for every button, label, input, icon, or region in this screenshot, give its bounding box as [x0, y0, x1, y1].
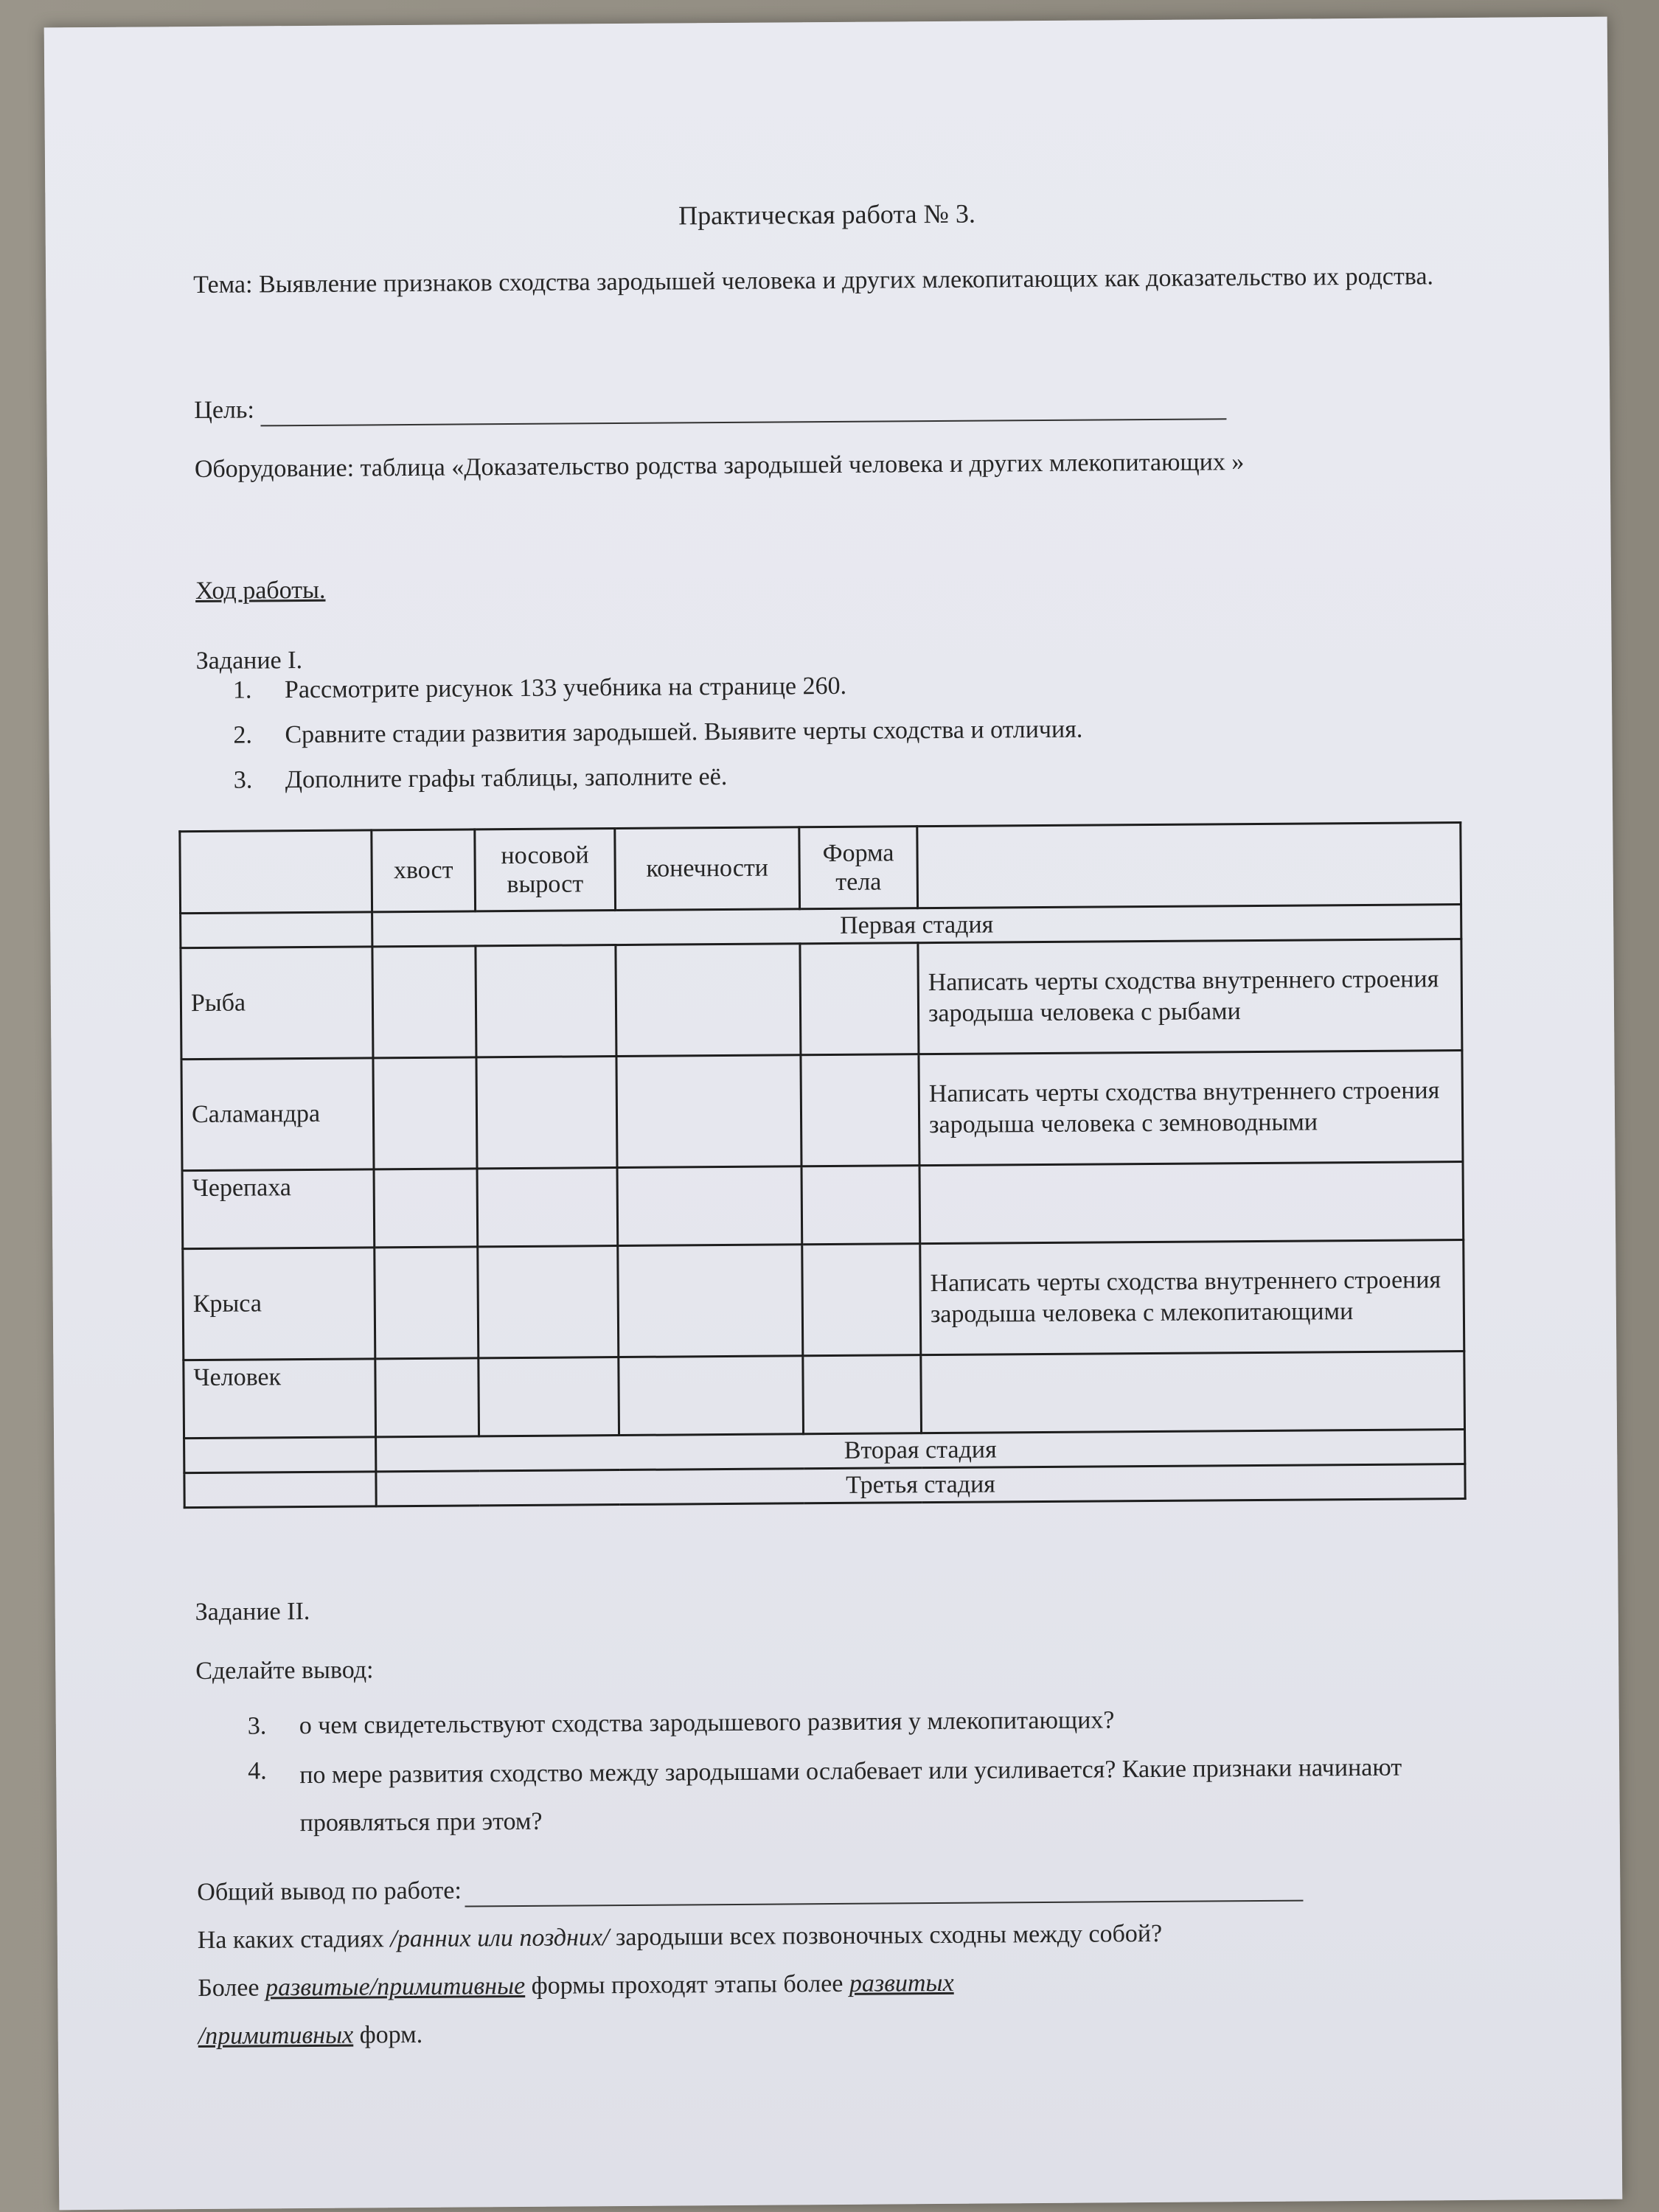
- table-row: [182, 1162, 1464, 1249]
- animal-salamander: Саламандра: [181, 1058, 374, 1171]
- choice-primitive[interactable]: /примитивных: [198, 2021, 354, 2051]
- table-cell[interactable]: [374, 1169, 478, 1248]
- conclusion-instruction: Сделайте вывод:: [195, 1656, 374, 1686]
- worksheet-page: [44, 17, 1623, 2211]
- table-cell[interactable]: [372, 946, 476, 1058]
- table-cell: [917, 823, 1461, 908]
- table-cell[interactable]: [803, 1355, 922, 1434]
- table-header-row: [180, 823, 1461, 914]
- table-cell[interactable]: [800, 943, 919, 1055]
- task2-heading: Задание II.: [195, 1597, 310, 1627]
- task1-list: [233, 666, 1083, 807]
- animal-fish: Рыба: [181, 947, 373, 1060]
- list-item: 4. по мере развития сходство между зародышами ослабевает или усиливается? Какие признаки начинают проявляться при этом?: [248, 1753, 1402, 1837]
- question-forms-cont: /примитивных форм.: [198, 2020, 423, 2051]
- table-cell[interactable]: [476, 1057, 617, 1169]
- table-cell: [184, 1472, 376, 1508]
- table-cell[interactable]: [801, 1166, 920, 1245]
- choice-developed-primitive[interactable]: развитые/примитивные: [265, 1972, 526, 2002]
- goal-line: [194, 388, 1226, 426]
- table-cell[interactable]: [375, 1358, 479, 1437]
- table-cell[interactable]: [478, 1246, 619, 1358]
- goal-label: Цель:: [194, 396, 255, 425]
- table-cell[interactable]: [616, 944, 801, 1057]
- table-cell[interactable]: [616, 1055, 801, 1168]
- table-cell[interactable]: [617, 1166, 802, 1246]
- question-stages: На каких стадиях /ранних или поздних/ зародыши всех позвоночных сходны между собой?: [197, 1919, 1163, 1955]
- choice-developed[interactable]: развитых: [849, 1969, 954, 1997]
- table-cell[interactable]: [477, 1168, 618, 1247]
- table-row: [183, 1240, 1464, 1360]
- table-cell: [181, 912, 372, 948]
- list-item: 3. Дополните графы таблицы, заполните её.: [233, 762, 728, 794]
- table-cell[interactable]: [375, 1247, 479, 1359]
- table-cell[interactable]: [801, 1054, 919, 1166]
- note-cell: Написать черты сходства внутреннего строения зародыша человека с рыбами: [918, 939, 1462, 1054]
- animal-human: Человек: [184, 1359, 376, 1439]
- task1-heading: Задание I.: [195, 647, 303, 675]
- overall-label: Общий вывод по работе:: [197, 1877, 462, 1907]
- stage-1-label: Первая стадия: [372, 905, 1461, 947]
- table-cell[interactable]: [476, 945, 616, 1057]
- table-cell: [180, 830, 372, 914]
- note-cell[interactable]: [921, 1352, 1465, 1433]
- table-cell[interactable]: [479, 1357, 619, 1436]
- progress-heading: Ход работы.: [195, 576, 326, 605]
- animal-turtle: Черепаха: [182, 1169, 375, 1249]
- stage-2-label: Вторая стадия: [376, 1430, 1465, 1472]
- overall-blank[interactable]: [465, 1874, 1304, 1907]
- list-item: 2. Сравните стадии развития зародышей. Выявите черты сходства и отличия.: [233, 715, 1083, 749]
- topic-text: Тема: Выявление признаков сходства зародышей человека и других млекопитающих как доказательство их родства.: [193, 262, 1434, 299]
- list-item: 1. Рассмотрите рисунок 133 учебника на странице 260.: [232, 672, 847, 704]
- table-cell[interactable]: [802, 1244, 921, 1356]
- header-tail: хвост: [372, 830, 476, 912]
- table-cell[interactable]: [373, 1057, 477, 1169]
- header-limbs: конечности: [615, 827, 800, 911]
- question-forms: Более развитые/примитивные формы проходят этапы более развитых: [198, 1969, 954, 2003]
- task2-list: [248, 1699, 1517, 1855]
- table-cell[interactable]: [619, 1356, 804, 1436]
- table-row: [181, 939, 1462, 1060]
- header-body-shape: Форма тела: [799, 827, 918, 909]
- equipment-text: Оборудование: таблица «Доказательство родства зародышей человека и других млекопитающих »: [194, 448, 1245, 484]
- table-cell[interactable]: [618, 1245, 803, 1357]
- table-row: [181, 1051, 1463, 1171]
- note-cell: Написать черты сходства внутреннего строения зародыша человека с млекопитающими: [920, 1240, 1464, 1355]
- goal-blank[interactable]: [260, 393, 1227, 426]
- note-cell[interactable]: [919, 1162, 1464, 1244]
- table-row: [184, 1352, 1465, 1439]
- page-title: Практическая работа № 3.: [678, 198, 975, 231]
- overall-conclusion: [197, 1870, 1303, 1909]
- header-nasal: носовой вырост: [475, 829, 616, 911]
- stage-3-label: Третья стадия: [376, 1464, 1465, 1506]
- table-cell: [184, 1437, 376, 1473]
- list-item: 3. о чем свидетельствуют сходства зародышевого развития у млекопитающих?: [247, 1706, 1115, 1740]
- comparison-table: [178, 821, 1466, 1509]
- animal-rat: Крыса: [183, 1248, 375, 1360]
- note-cell: Написать черты сходства внутреннего строения зародыша человека с земноводными: [919, 1051, 1463, 1166]
